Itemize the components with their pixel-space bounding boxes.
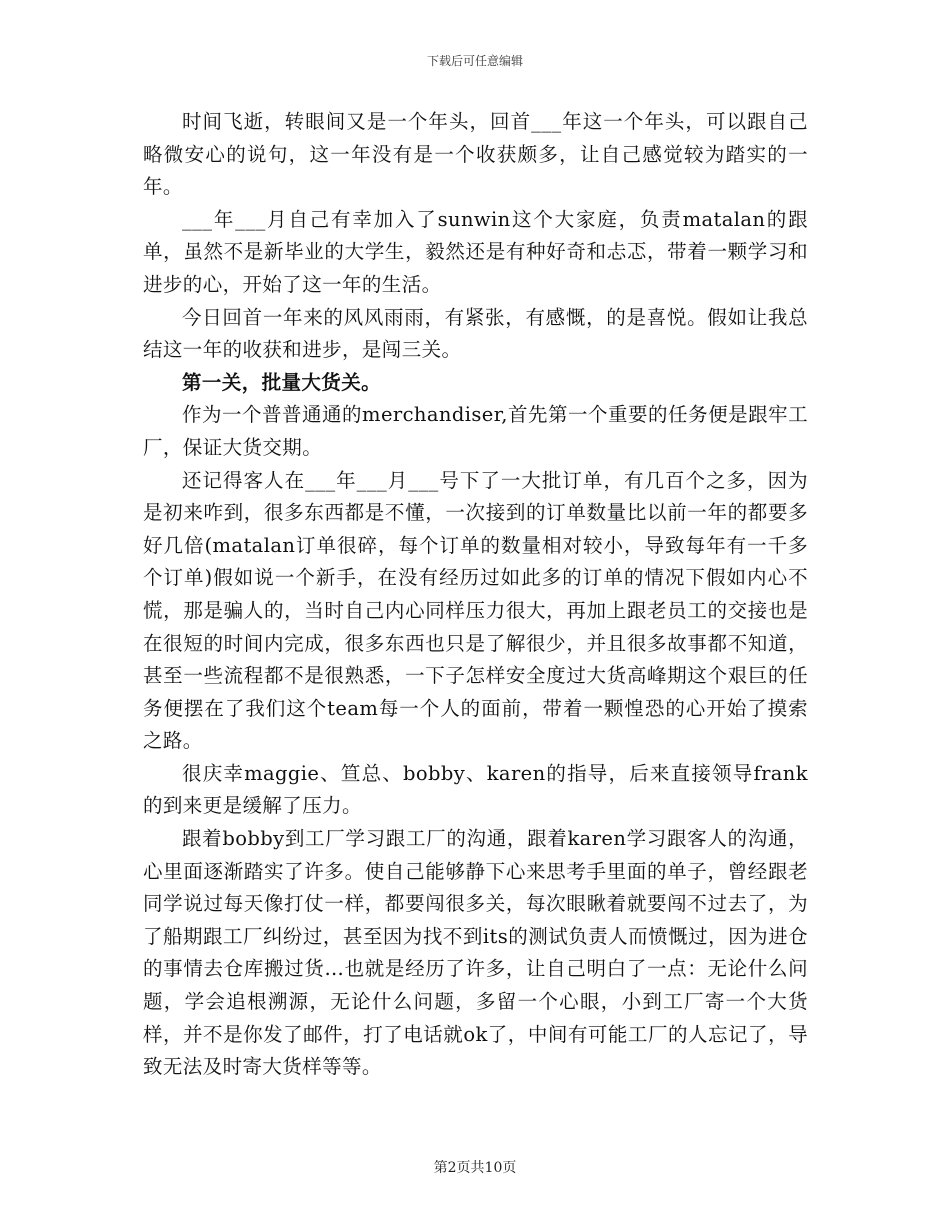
page-number: 第2页共10页 [433, 1160, 517, 1176]
paragraph: 作为一个普普通通的merchandiser,首先第一个重要的任务便是跟牢工厂，保证大货交期。 [143, 403, 808, 459]
paragraph: 还记得客人在___年___月___号下了一大批订单，有几百个之多，因为是初来咋到，很多东西都是不懂，一次接到的订单数量比以前一年的都要多好几倍(matalan订单很碎，每个订单的数量相对较小，导致每年有一千多个订单)假如说一个新手，在没有经历过如此多的订单的情况下假如内心不慌，那是骗人的，当时自己内心同样压力很大，再加上跟老员工的交接也是在很短的时间内完成，很多东西也只是了解很少，并且很多故事都不知道，甚至一些流程都不是很熟悉，一下子怎样安全度过大货高峰期这个艰巨的任务便摆在了我们这个team每一个人的面前，带着一颗惶恐的心开始了摸索之路。 [143, 468, 808, 753]
page-header: 下载后可任意编辑 [426, 54, 523, 68]
paragraph: 很庆幸maggie、笪总、bobby、karen的指导，后来直接领导frank的到来更是缓解了压力。 [143, 761, 808, 818]
paragraph: 今日回首一年来的风风雨雨，有紧张，有感慨，的是喜悦。假如让我总结这一年的收获和进步，是闯三关。 [143, 305, 808, 362]
document-body [143, 106, 808, 1084]
paragraph: 时间飞逝，转眼间又是一个年头，回首___年这一个年头，可以跟自己略微安心的说句，这一年没有是一个收获颇多，让自己感觉较为踏实的一年。 [143, 110, 808, 199]
section-heading: 第一关，批量大货关。 [182, 370, 382, 394]
paragraph: ___年___月自己有幸加入了sunwin这个大家庭，负责matalan的跟单，虽然不是新毕业的大学生，毅然还是有种好奇和忐忑，带着一颗学习和进步的心，开始了这一年的生活。 [143, 207, 808, 296]
paragraph: 跟着bobby到工厂学习跟工厂的沟通，跟着karen学习跟客人的沟通，心里面逐渐踏实了许多。使自己能够静下心来思考手里面的单子，曾经跟老同学说过每天像打仗一样，都要闯很多关，每次眼瞅着就要闯不过去了，为了船期跟工厂纠纷过，甚至因为找不到its的测试负责人而愤慨过，因为进仓的事情去仓库搬过货…也就是经历了许多，让自己明白了一点：无论什么问题，学会追根溯源，无论什么问题，多留一个心眼，小到工厂寄一个大货样，并不是你发了邮件，打了电话就ok了，中间有可能工厂的人忘记了，导致无法及时寄大货样等等。 [143, 827, 808, 1079]
